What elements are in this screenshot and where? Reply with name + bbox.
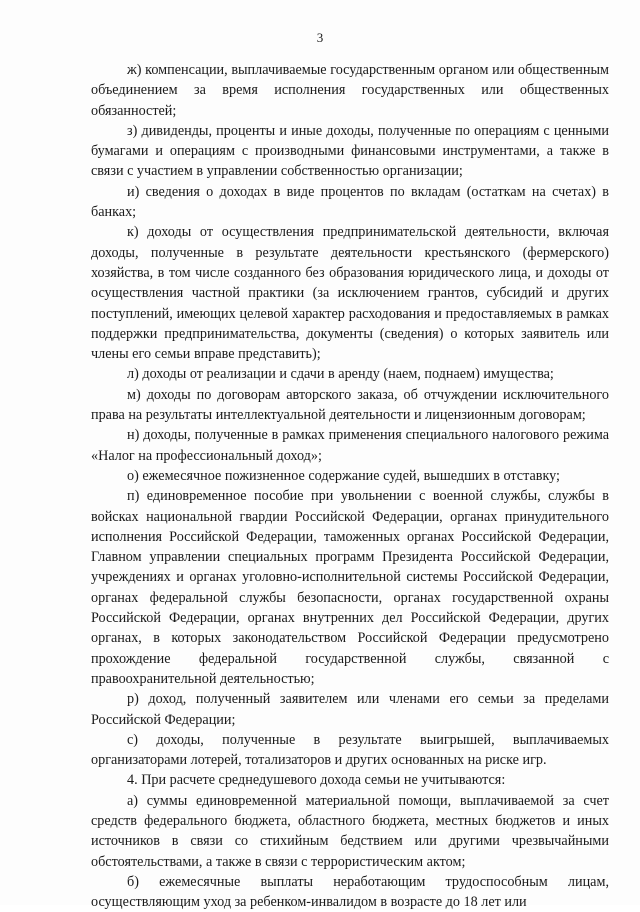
section-heading-4: 4. При расчете среднедушевого дохода семьи не учитываются: [127, 772, 506, 789]
paragraph-zh: ж) компенсации, выплачиваемые государственным органом или общественным объединением за время исполнения государственных или общественных обязанностей; [91, 62, 609, 119]
paragraph-i: и) сведения о доходах в виде процентов по вкладам (остаткам на счетах) в банках; [91, 183, 609, 221]
page-number: 3 [316, 30, 324, 45]
paragraph-a: а) суммы единовременной материальной помощи, выплачиваемой за счет средств федерального бюджета, областного бюджета, местных бюджетов и иных источников в связи со стихийным бедствием или другими чрезвычайными обстоятельствами, а также в связи с террористическим актом; [91, 792, 609, 870]
paragraph-o: о) ежемесячное пожизненное содержание судей, вышедших в отставку; [127, 467, 560, 484]
paragraph-l: л) доходы от реализации и сдачи в аренду (наем, поднаем) имущества; [127, 366, 554, 383]
document-body [91, 60, 609, 912]
paragraph-z: з) дивиденды, проценты и иные доходы, полученные по операциям с ценными бумагами и операциям с производными финансовыми инструментами, а также в связи с участием в управлении собственностью организации; [91, 122, 609, 180]
paragraph-s: с) доходы, полученные в результате выигрышей, выплачиваемых организаторами лотерей, тотализаторов и других основанных на риске игр. [91, 731, 609, 769]
paragraph-p: п) единовременное пособие при увольнении с военной службы, службы в войсках национальной гвардии Российской Федерации, органах принудительного исполнения Российской Федерации, таможенных органах Российской Федерации, Главном управлении специальных программ Президента Российской Федерации, учреждениях и органах уголовно-исполнительной системы Российской Федерации, органах федеральной службы безопасности, органах государственной охраны Российской Федерации, органах внутренних дел Российской Федерации, других органах, в которых законодательством Российской Федерации предусмотрено прохождение федеральной государственной службы, связанной с правоохранительной деятельностью; [91, 488, 609, 687]
paragraph-b: б) ежемесячные выплаты неработающим трудоспособным лицам, осуществляющим уход за ребенком-инвалидом в возрасте до 18 лет или [91, 873, 609, 911]
paragraph-k: к) доходы от осуществления предпринимательской деятельности, включая доходы, полученные в результате деятельности крестьянского (фермерского) хозяйства, в том числе созданного без образования юридического лица, и доходы от осуществления частной практики (за исключением грантов, субсидий и других поступлений, имеющих целевой характер расходования и предоставляемых в рамках поддержки предпринимательства, документы (сведения) о которых заявитель или члены его семьи вправе представить); [91, 224, 609, 363]
paragraph-n: н) доходы, полученные в рамках применения специального налогового режима «Налог на профессиональный доход»; [91, 427, 609, 464]
paragraph-r: р) доход, полученный заявителем или членами его семьи за пределами Российской Федерации; [91, 691, 609, 728]
paragraph-m: м) доходы по договорам авторского заказа, об отчуждении исключительного права на результаты интеллектуальной деятельности и лицензионным договорам; [91, 386, 609, 424]
